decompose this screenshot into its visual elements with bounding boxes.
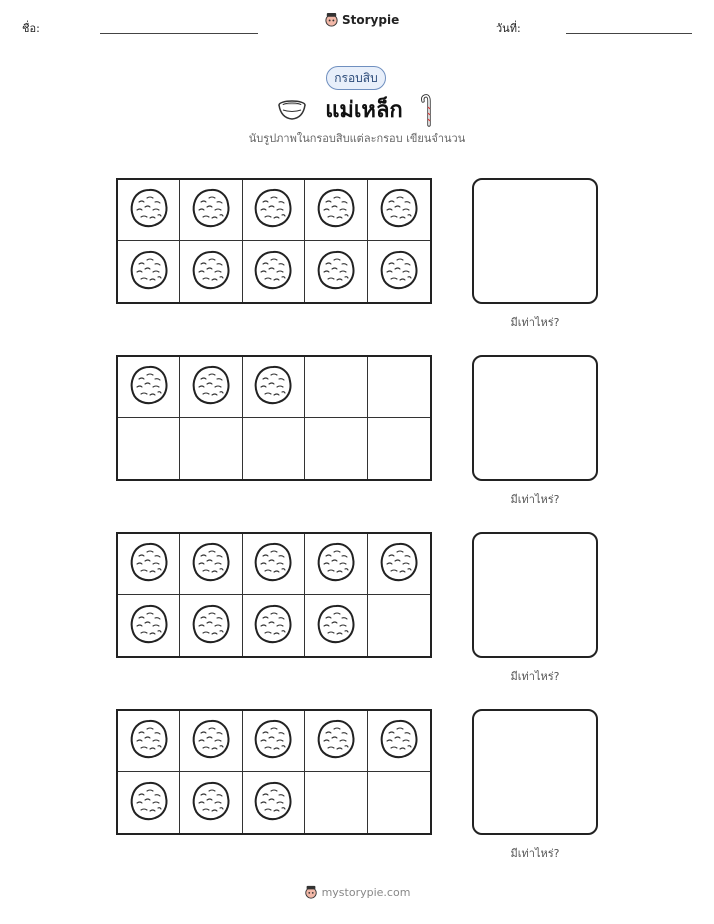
frame-cell bbox=[368, 357, 430, 418]
frame-cell bbox=[118, 772, 180, 833]
frame-cell bbox=[180, 357, 242, 418]
question-label-1: มีเท่าไหร่? bbox=[510, 316, 560, 329]
frame-cell bbox=[368, 595, 430, 656]
rock-icon bbox=[127, 363, 171, 411]
page-title: แม่เหล็ก bbox=[325, 98, 403, 123]
frame-cell bbox=[180, 534, 242, 595]
brand bbox=[324, 12, 399, 27]
frame-cell bbox=[368, 534, 430, 595]
rock-icon bbox=[314, 540, 358, 588]
rock-icon bbox=[251, 186, 295, 234]
name-label: ชื่อ: bbox=[22, 22, 40, 35]
frame-cell bbox=[180, 772, 242, 833]
frame-cell bbox=[243, 418, 305, 479]
rock-icon bbox=[251, 363, 295, 411]
frame-cell bbox=[305, 534, 367, 595]
frame-cell bbox=[368, 418, 430, 479]
frame-cell bbox=[118, 241, 180, 302]
question-label-4: มีเท่าไหร่? bbox=[510, 847, 560, 860]
frame-cell bbox=[243, 595, 305, 656]
frame-cell bbox=[118, 180, 180, 241]
date-line[interactable] bbox=[566, 33, 692, 34]
frame-cell bbox=[118, 357, 180, 418]
frame-cell bbox=[180, 180, 242, 241]
frame-cell bbox=[118, 711, 180, 772]
rock-icon bbox=[127, 779, 171, 827]
frame-cell bbox=[118, 418, 180, 479]
frame-cell bbox=[305, 711, 367, 772]
frame-cell bbox=[243, 711, 305, 772]
footer bbox=[0, 885, 714, 899]
rock-icon bbox=[314, 186, 358, 234]
rock-icon bbox=[251, 248, 295, 296]
frame-cell bbox=[180, 241, 242, 302]
rock-icon bbox=[189, 248, 233, 296]
rock-icon bbox=[377, 248, 421, 296]
title-row bbox=[0, 92, 714, 127]
storypie-logo-icon bbox=[324, 12, 339, 27]
frame-cell bbox=[180, 418, 242, 479]
rock-icon bbox=[127, 602, 171, 650]
rock-icon bbox=[189, 779, 233, 827]
footer-url[interactable]: mystorypie.com bbox=[321, 885, 411, 899]
answer-box-1[interactable] bbox=[472, 178, 598, 304]
answer-box-3[interactable] bbox=[472, 532, 598, 658]
frame-cell bbox=[243, 534, 305, 595]
rock-icon bbox=[189, 717, 233, 765]
rock-icon bbox=[127, 540, 171, 588]
rock-icon bbox=[189, 186, 233, 234]
category-badge: กรอบสิบ bbox=[326, 66, 386, 90]
date-label: วันที่: bbox=[496, 22, 521, 35]
frame-cell bbox=[368, 241, 430, 302]
frame-cell bbox=[118, 595, 180, 656]
frame-cell bbox=[368, 772, 430, 833]
rock-icon bbox=[377, 717, 421, 765]
frame-cell bbox=[305, 595, 367, 656]
rock-icon bbox=[251, 602, 295, 650]
answer-box-2[interactable] bbox=[472, 355, 598, 481]
ten-frame-2 bbox=[116, 355, 432, 481]
frame-cell bbox=[243, 180, 305, 241]
name-line[interactable] bbox=[100, 33, 258, 34]
rock-icon bbox=[127, 717, 171, 765]
cane-icon bbox=[421, 93, 437, 127]
rock-icon bbox=[314, 602, 358, 650]
ten-frame-1 bbox=[116, 178, 432, 304]
rock-icon bbox=[251, 779, 295, 827]
frame-cell bbox=[243, 772, 305, 833]
rock-icon bbox=[251, 540, 295, 588]
frame-cell bbox=[305, 357, 367, 418]
frame-cell bbox=[368, 711, 430, 772]
rock-icon bbox=[127, 248, 171, 296]
instructions: นับรูปภาพในกรอบสิบแต่ละกรอบ เขียนจำนวน bbox=[248, 132, 466, 145]
frame-cell bbox=[305, 180, 367, 241]
frame-cell bbox=[305, 418, 367, 479]
frame-cell bbox=[368, 180, 430, 241]
rock-icon bbox=[127, 186, 171, 234]
frame-cell bbox=[180, 595, 242, 656]
storypie-footer-icon bbox=[304, 885, 318, 899]
rock-icon bbox=[314, 248, 358, 296]
frame-cell bbox=[243, 357, 305, 418]
frame-cell bbox=[305, 241, 367, 302]
brand-name: Storypie bbox=[342, 12, 400, 27]
question-label-3: มีเท่าไหร่? bbox=[510, 670, 560, 683]
answer-box-4[interactable] bbox=[472, 709, 598, 835]
rock-icon bbox=[189, 363, 233, 411]
rock-icon bbox=[314, 717, 358, 765]
rock-icon bbox=[377, 186, 421, 234]
frame-cell bbox=[305, 772, 367, 833]
frame-cell bbox=[180, 711, 242, 772]
bowl-icon bbox=[277, 98, 307, 122]
ten-frame-4 bbox=[116, 709, 432, 835]
ten-frame-3 bbox=[116, 532, 432, 658]
question-label-2: มีเท่าไหร่? bbox=[510, 493, 560, 506]
rock-icon bbox=[377, 540, 421, 588]
rock-icon bbox=[189, 540, 233, 588]
frame-cell bbox=[118, 534, 180, 595]
frame-cell bbox=[243, 241, 305, 302]
rock-icon bbox=[189, 602, 233, 650]
rock-icon bbox=[251, 717, 295, 765]
